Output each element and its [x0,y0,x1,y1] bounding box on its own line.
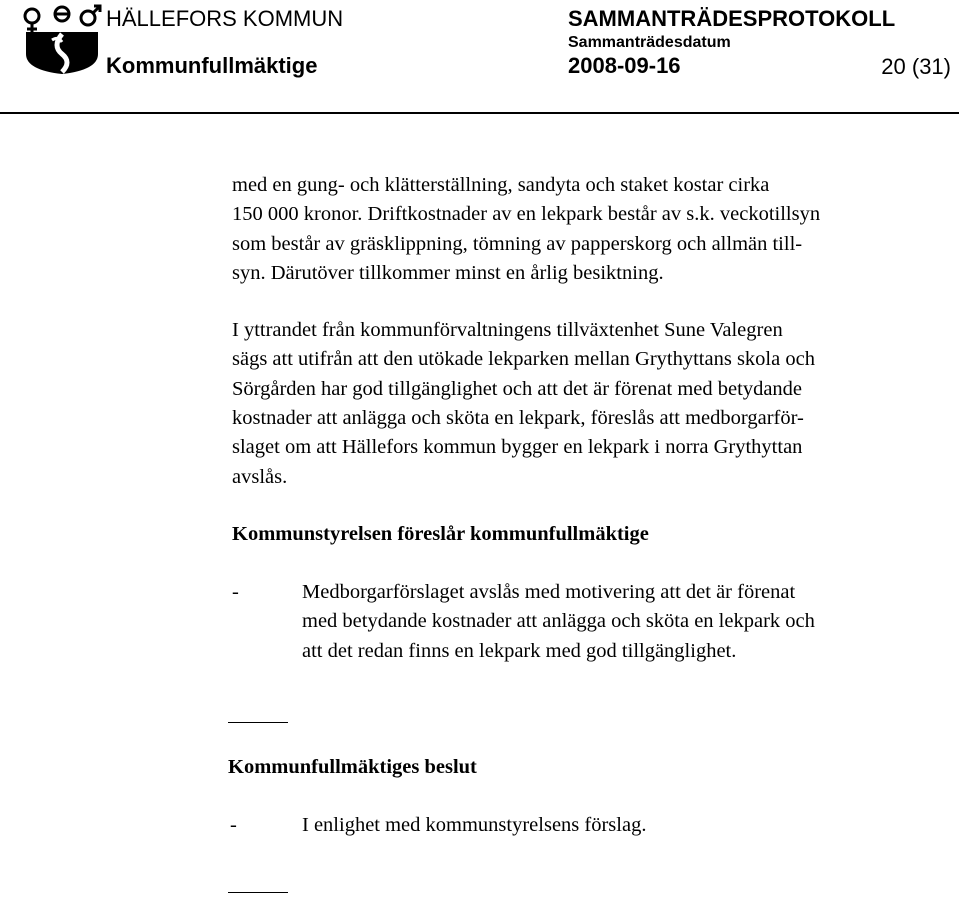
proposal-heading: Kommunstyrelsen föreslår kommunfullmäktige [232,523,649,545]
decision-text: I enlighet med kommunstyrelsens förslag. [302,814,647,836]
municipality-coat-of-arms-logo [22,2,102,74]
proposal-bullet-dash: - [232,581,239,603]
paragraph-2-line: kostnader att anlägga och sköta en lekpark, föreslås att medborgarför- [232,407,804,429]
paragraph-2-line: slaget om att Hällefors kommun bygger en lekpark i norra Grythyttan [232,436,803,458]
section-separator [228,892,288,893]
decision-bullet-dash: - [230,814,237,836]
section-separator [228,722,288,723]
proposal-text-line: att det redan finns en lekpark med god tillgänglighet. [302,640,737,662]
paragraph-2-line: sägs att utifrån att den utökade lekparken mellan Grythyttans skola och [232,348,815,370]
meeting-date: 2008-09-16 [568,53,681,78]
paragraph-1-line: som består av gräsklippning, tömning av papperskorg och allmän till- [232,233,803,255]
page-number: 20 (31) [881,54,951,79]
header-divider [0,112,959,114]
protocol-title: SAMMANTRÄDESPROTOKOLL [568,6,896,31]
meeting-date-label: Sammanträdesdatum [568,34,731,51]
proposal-text-line: Medborgarförslaget avslås med motivering att det är förenat [302,581,796,603]
paragraph-1-line: med en gung- och klätterställning, sandyta och staket kostar cirka [232,174,770,196]
decision-heading: Kommunfullmäktiges beslut [228,756,477,778]
paragraph-2-line: I yttrandet från kommunförvaltningens tillväxtenhet Sune Valegren [232,319,783,341]
proposal-text-line: med betydande kostnader att anlägga och sköta en lekpark och [302,610,815,632]
paragraph-1-line: 150 000 kronor. Driftkostnader av en lekpark består av s.k. veckotillsyn [232,203,821,225]
paragraph-1-line: syn. Därutöver tillkommer minst en årlig besiktning. [232,262,664,284]
municipality-name: HÄLLEFORS KOMMUN [106,6,344,31]
paragraph-2-line: avslås. [232,466,288,488]
committee-name: Kommunfullmäktige [106,53,318,78]
paragraph-2-line: Sörgården har god tillgänglighet och att det är förenat med betydande [232,378,803,400]
